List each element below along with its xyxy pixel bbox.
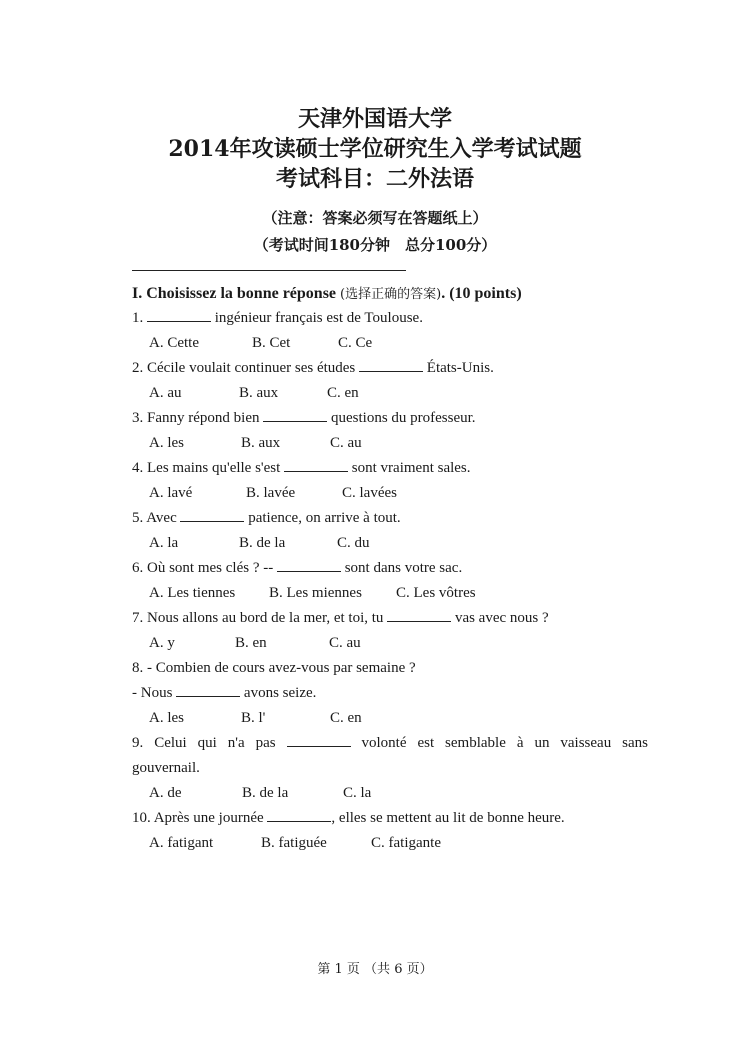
question-text: Nous allons au bord de la mer, et toi, tu <box>147 610 388 626</box>
option-a: A. lavé <box>149 485 193 501</box>
answer-blank <box>387 606 451 622</box>
question-text-continued: gouvernail. <box>132 760 200 776</box>
option-a: A. de <box>149 785 182 801</box>
section-title-fr: I. Choisissez la bonne réponse <box>132 285 337 302</box>
option-a: A. au <box>149 385 182 401</box>
question-1 <box>132 306 648 356</box>
question-6 <box>132 556 648 606</box>
question-text: vas avec nous ? <box>451 610 549 626</box>
option-b: B. Cet <box>252 335 291 351</box>
question-number: 7. <box>132 610 144 626</box>
question-text: Où sont mes clés ? -- <box>147 560 277 576</box>
option-b: B. en <box>235 635 267 651</box>
question-text: sont dans votre sac. <box>340 560 463 576</box>
options-row <box>132 631 648 656</box>
question-number: 1. <box>132 310 144 326</box>
question-text: questions du professeur. <box>327 410 476 426</box>
option-c: C. au <box>329 635 361 651</box>
question-5 <box>132 506 648 556</box>
option-c: C. en <box>330 710 362 726</box>
question-text: Les mains qu'elle s'est <box>147 460 285 476</box>
question-text: Après une journée <box>153 810 268 826</box>
exam-subject: 考试科目：二外法语 <box>275 166 474 192</box>
question-number: 9. <box>132 735 144 751</box>
option-c: C. en <box>327 385 359 401</box>
question-text: - Nous <box>132 685 177 701</box>
question-number: 5. <box>132 510 144 526</box>
option-b: B. Les miennes <box>269 585 362 601</box>
answer-blank <box>287 731 351 747</box>
option-a: A. y <box>149 635 175 651</box>
university-name: 天津外国语大学 <box>297 106 452 132</box>
section-points: . (10 points) <box>441 285 522 302</box>
question-number: 4. <box>132 460 144 476</box>
question-list <box>132 306 648 856</box>
question-2 <box>132 356 648 406</box>
answer-blank <box>180 506 244 522</box>
option-b: B. de la <box>239 535 286 551</box>
option-b: B. de la <box>242 785 289 801</box>
answer-blank <box>176 681 240 697</box>
exam-title-block <box>0 104 750 194</box>
options-row <box>132 531 648 556</box>
exam-notes <box>0 205 750 259</box>
answer-blank <box>267 806 331 822</box>
question-9 <box>132 731 648 806</box>
answer-sheet-note: （注意：答案必须写在答题纸上） <box>262 209 488 227</box>
answer-blank <box>284 456 348 472</box>
question-text: sont vraiment sales. <box>348 460 471 476</box>
divider <box>132 270 406 271</box>
option-c: C. la <box>343 785 372 801</box>
option-a: A. Cette <box>149 335 199 351</box>
option-c: C. Ce <box>338 335 373 351</box>
page-number: 第 1 页 （共 6 页） <box>317 962 433 977</box>
question-text: avons seize. <box>240 685 317 701</box>
section-title <box>132 283 522 306</box>
options-row <box>132 831 648 856</box>
option-c: C. au <box>330 435 362 451</box>
question-4 <box>132 456 648 506</box>
question-number: 6. <box>132 560 144 576</box>
question-10 <box>132 806 648 856</box>
options-row <box>132 706 648 731</box>
answer-blank <box>263 406 327 422</box>
option-b: B. aux <box>239 385 279 401</box>
time-score-note: （考试时间180分钟 总分100分） <box>253 236 497 254</box>
answer-blank <box>277 556 341 572</box>
option-a: A. les <box>149 435 184 451</box>
option-b: B. lavée <box>246 485 296 501</box>
question-number: 8. <box>132 660 144 676</box>
option-c: C. Les vôtres <box>396 585 476 601</box>
answer-blank <box>147 306 211 322</box>
option-c: C. du <box>337 535 370 551</box>
option-b: B. l' <box>241 710 266 726</box>
question-3 <box>132 406 648 456</box>
option-c: C. lavées <box>342 485 397 501</box>
question-text: volonté est semblable à un vaisseau sans <box>350 735 648 751</box>
question-text: Celui qui n'a pas <box>154 735 287 751</box>
options-row <box>132 381 648 406</box>
option-a: A. les <box>149 710 184 726</box>
question-7 <box>132 606 648 656</box>
question-8 <box>132 656 648 731</box>
option-b: B. aux <box>241 435 281 451</box>
option-c: C. fatigante <box>371 835 441 851</box>
answer-blank <box>359 356 423 372</box>
question-text: , elles se mettent au lit de bonne heure. <box>331 810 565 826</box>
options-row <box>132 581 648 606</box>
question-number: 10. <box>132 810 151 826</box>
option-a: A. fatigant <box>149 835 214 851</box>
exam-title: 2014年攻读硕士学位研究生入学考试试题 <box>168 136 582 162</box>
question-text: Fanny répond bien <box>147 410 264 426</box>
question-text: États-Unis. <box>423 360 494 376</box>
options-row <box>132 481 648 506</box>
option-a: A. Les tiennes <box>149 585 236 601</box>
question-text: ingénieur français est de Toulouse. <box>211 310 423 326</box>
question-text: patience, on arrive à tout. <box>244 510 401 526</box>
option-b: B. fatiguée <box>261 835 327 851</box>
options-row <box>132 781 648 806</box>
question-text: Avec <box>146 510 181 526</box>
options-row <box>132 331 648 356</box>
section-title-cn: (选择正确的答案) <box>340 287 442 302</box>
options-row <box>132 431 648 456</box>
question-text: Cécile voulait continuer ses études <box>147 360 360 376</box>
question-text: - Combien de cours avez-vous par semaine ? <box>147 660 416 676</box>
option-a: A. la <box>149 535 179 551</box>
question-number: 2. <box>132 360 144 376</box>
question-number: 3. <box>132 410 144 426</box>
